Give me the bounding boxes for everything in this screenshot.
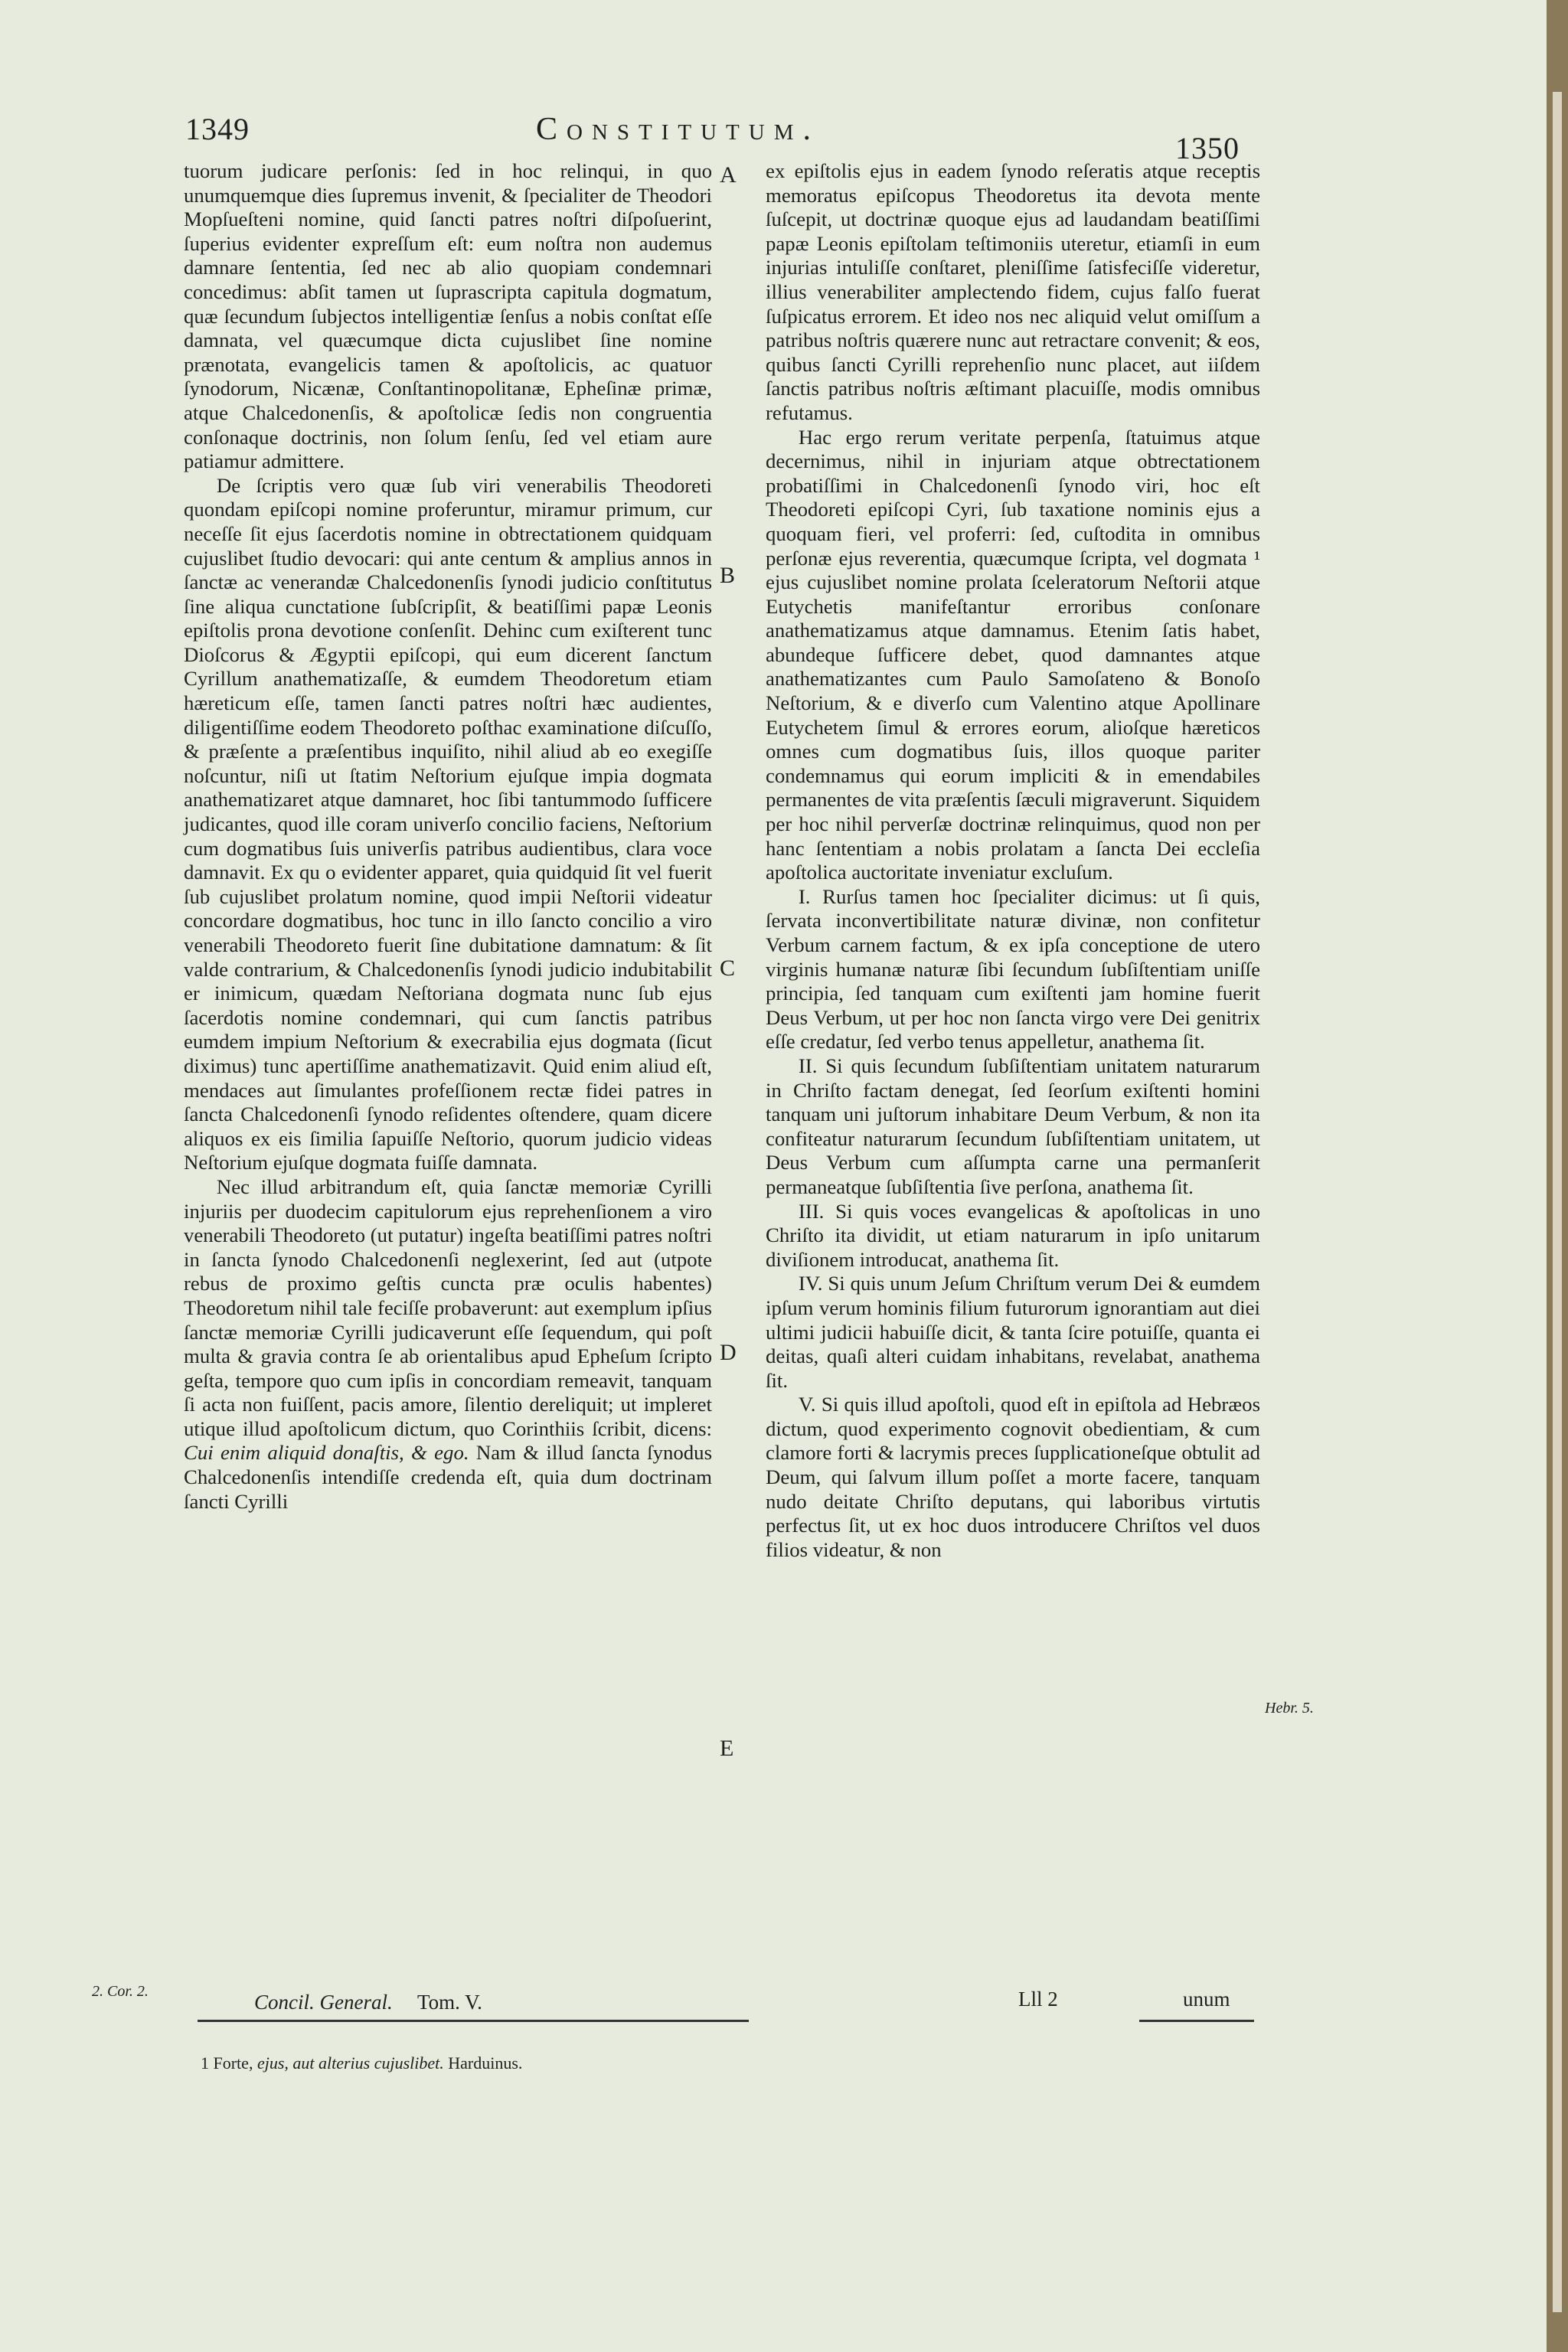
footnote-number: 1	[201, 2053, 209, 2073]
binding-edge	[1547, 0, 1568, 2352]
anathema-2: II. Si quis ſecundum ſubſiſtentiam unitatem naturarum in Chriſto factam denegat, ſed ſeorſum exiſtenti homini tanquam uni juſtorum inhabitare Deum Verbum, & non ita confiteatur naturarum ſecundum ſubſiſtentiam unitatem, ut Deus Verbum cum aſſumpta carne una permanſerit permaneatque ſubſiſtentia ſive perſona, anathema ſit.	[766, 1054, 1260, 1198]
anathema-4: IV. Si quis unum Jeſum Chriſtum verum Dei & eumdem ipſum verum hominis filium futurorum ignorantiam aut diei ultimi judicii habuiſſe dicit, & tanta ſcire potuiſſe, quanta ei deitas, quaſi alteri cuidam inhabitans, revelabat, anathema ſit.	[766, 1272, 1260, 1392]
left-paragraph-3: Nec illud arbitrandum eſt, quia ſanctæ memoriæ Cyrilli injuriis per duodecim capitulorum ejus reprehenſionem a viro venerabili Theodoreto (ut putatur) ingeſta beatiſſimi patres noſtri in ſancta ſynodo Chalcedonenſi neglexerint, ſed aut (utpote rebus de proximo geſtis cuncta præ oculis habentes) Theodoretum nihil tale feciſſe probaverunt: aut exemplum ipſius ſanctæ memoriæ Cyrilli judicaverunt eſſe ſequendum, qui poſt multa & gravia contra ſe ab orientalibus apud Epheſum ſcripto geſta, tempore quo cum ipſis in concordiam remeavit, tanquam ſi acta non fuiſſent, pacis amore, ſilentio dereliquit; ut impleret utique illud apoſtolicum dictum, quo Corinthiis ſcribit, dicens: Cui enim aliquid donaſtis, & ego. Nam & illud ſancta ſynodus Chalcedonenſis intendiſſe credenda eſt, quia dum doctrinam ſancti Cyrilli	[184, 1174, 712, 1513]
anathema-1: I. Rurſus tamen hoc ſpecialiter dicimus: ut ſi quis, ſervata inconvertibilitate naturæ divinæ, non confitetur Verbum carnem factum, & ex ipſa conceptione de utero virginis humanæ naturæ ſibi ſecundum ſubſiſtentiam uniſſe principia, ſed tanquam cum exiſtenti jam homine fuerit Deus Verbum, ut per hoc non ſancta virgo vere Dei genitrix eſſe credatur, ſed verbo tenus appelletur, anathema ſit.	[766, 884, 1260, 1054]
page-number-left: 1349	[185, 112, 250, 146]
running-title: Constitutum.	[536, 112, 820, 147]
right-paragraph-2: Hac ergo rerum veritate perpenſa, ſtatuimus atque decernimus, nihil in injuriam atque obtrectationem probatiſſimi in Chalcedonenſi ſynodo viri, hoc eſt Theodoreti epiſcopi Cyri, ſub taxatione nominis ejus a quoquam fieri, vel proferri: ſed, cuſtodita in omnibus perſonæ ejus reverentia, quæcumque ſcripta, vel dogmata ¹ ejus cujuslibet nomine prolata ſceleratorum Neſtorii atque Eutychetis manifeſtantur erroribus conſonare anathematizamus atque damnamus. Etenim ſatis habet, abundeque ſufficere debet, quod damnantes atque anathematizantes cum Paulo Samoſateno & Bonoſo Neſtorium, & e diverſo cum Valentino atque Apollinare Eutychetem ſimul & errores eorum, alioſque hæreticos omnes cum dogmatibus ſuis, illos quoque pariter condemnamus qui eorum impliciti & in emendabiles permanentes de vita præſentis ſæculi migraverunt. Siquidem per hoc nihil perverſæ doctrinæ relinquimus, quod non per hanc ſententiam a nobis prolatam a ſancta Dei eccleſia apoſtolica auctoritate inveniatur excluſum.	[766, 425, 1260, 884]
margin-letter-e: E	[720, 1736, 734, 1761]
margin-letter-a: A	[720, 162, 737, 188]
left-paragraph-2: De ſcriptis vero quæ ſub viri venerabilis Theodoreti quondam epiſcopi nomine proferuntur, miramur primum, cur neceſſe ſit ejus ſacerdotis nomine in obtrectationem quidquam cujuslibet ſtudio devocari: qui ante centum & amplius annos in ſanctæ ac venerandæ Chalcedonenſis ſynodi judicio conſtitutus ſine aliqua cunctatione ſubſcripſit, & beatiſſimi papæ Leonis epiſtolis prona devotione conſenſit. Dehinc cum exiſterent tunc Dioſcorus & Ægyptii epiſcopi, qui eum dicerent ſanctum Cyrillum anathematizaſſe, & eumdem Theodoretum etiam hæreticum eſſe, tamen ſancti patres noſtri hæc audientes, diligentiſſime eodem Theodoreto poſthac examinatione diſcuſſo, & præſente a præſentibus inquiſito, nihil aliud ab eo exegiſſe noſcuntur, niſi ut ſtatim Neſtorium ejuſque impia dogmata anathematizaret atque damnaret, hoc ſibi tantummodo ſufficere judicantes, quod ille coram univerſo concilio faciens, Neſtorium cum dogmatibus ſuis univerſis patribus audientibus, clara voce damnavit. Ex qu o evidenter apparet, quia quidquid ſit vel fuerit ſub cujuslibet prolatum nomine, quod impii Neſtorii videatur concordare dogmatibus, hoc tunc in illo ſancto concilio a viro venerabili Theodoreto fuerit ſine dubitatione damnatum: & ſit valde contrarium, & Chalcedonenſis ſynodi judicio indubitabilit er inimicum, quædam Neſtoriana dogmata nunc ſub ejus ſacerdotis nomine condemnari, qui cum ſanctis patribus eumdem impium Neſtorium & execrabilia ejus dogmata (ſicut diximus) tunc apertiſſime anathematizavit. Quid enim aliud eſt, mendaces aut ſimulantes profeſſionem rectæ fidei patres in ſancta Chalcedonenſi ſynodo reſidentes oſtendere, quam dicere aliquos ex eis ſimilia ſapuiſſe Neſtorio, quorum judicio videas Neſtorium ejuſque dogmata fuiſſe damnata.	[184, 473, 712, 1174]
footnote	[201, 2053, 522, 2073]
edge-strip	[1553, 92, 1562, 2312]
side-note-left: 2. Cor. 2.	[92, 1983, 149, 2000]
tome-label: Tom. V.	[417, 1991, 482, 2014]
left-paragraph-1: tuorum judicare perſonis: ſed in hoc relinqui, in quo unumquemque dies ſupremus invenit, & ſpecialiter de Theodori Mopſueſteni nomine, quid ſancti patres noſtri diſpoſuerint, ſuperius evidenter expreſſum eſt: eum noſtra non audemus damnare ſententia, ſed nec ab alio quopiam condemnari concedimus: abſit tamen ut ſuprascripta capitula dogmatum, quæ ſecundum ſubjectos intelligentiæ ſenſus a nobis conſtat eſſe damnata, vel quæcumque dicta cujuslibet ſine nomine prænotata, evangelicis tamen & apoſtolicis, ac quatuor ſynodorum, Nicænæ, Conſtantinopolitanæ, Epheſinæ primæ, atque Chalcedonenſis, & apoſtolicæ ſedis non congruentia conſonaque doctrinis, non ſolum ſenſu, ſed vel etiam aure patiamur admittere.	[184, 159, 712, 473]
signature-mark: Lll 2	[1018, 1988, 1058, 2011]
right-paragraph-1: ex epiſtolis ejus in eadem ſynodo reſeratis atque receptis memoratus epiſcopus Theodoretus ita devota mente ſuſcepit, ut doctrinæ quoque ejus ad laudandam beatiſſimi papæ Leonis epiſtolam teſtimoniis uteretur, etiamſi in eum injurias intuliſſe conſtaret, pleniſſime ſatisfeciſſe videretur, illius venerabiliter amplectendo fidem, cujus falſo fuerat ſuſpicatus errorem. Et ideo nos nec aliquid velut omiſſum a patribus noſtris quærere nunc aut retractare convenit; & eos, quibus ſancti Cyrilli reprehenſio nunc placet, aut iiſdem ſanctis patribus noſtris æſtimant placuiſſe, modis omnibus refutamus.	[766, 159, 1260, 424]
footer-rule-left	[198, 2020, 749, 2022]
footer-rule-right	[1139, 2020, 1254, 2022]
left-text-column	[184, 159, 712, 1514]
margin-letter-b: B	[720, 563, 736, 588]
margin-letter-c: C	[720, 956, 736, 981]
concil-label: Concil. General.	[254, 1991, 393, 2014]
side-note-right: Hebr. 5.	[1265, 1700, 1314, 1717]
anathema-3: III. Si quis voces evangelicas & apoſtolicas in uno Chriſto ita dividit, ut etiam naturarum in ipſo unitarum diviſionem introducat, anathema ſit.	[766, 1199, 1260, 1271]
scripture-quote: Cui enim aliquid donaſtis, & ego.	[184, 1441, 469, 1465]
right-text-column	[766, 159, 1260, 1562]
anathema-5: V. Si quis illud apoſtoli, quod eſt in epiſtola ad Hebræos dictum, quod experimento cognovit obedientiam, & cum clamore forti & lacrymis preces ſupplicationeſque obtulit ad Deum, qui ſalvum illum poſſet a morte facere, tanquam nudo deitate Chriſto deputans, qui laboribus virtutis perfectus ſit, ut ex hoc duos introducere Chriſtos vel duos filios videatur, & non	[766, 1393, 1260, 1561]
footnote-text-c: Harduinus.	[448, 2053, 523, 2073]
margin-letter-d: D	[720, 1340, 737, 1365]
catchword: unum	[1183, 1988, 1230, 2011]
page-number-right: 1350	[1175, 131, 1240, 165]
footnote-text-a: Forte,	[213, 2053, 253, 2073]
footnote-text-b: ejus, aut alterius cujuslibet.	[256, 2053, 444, 2073]
